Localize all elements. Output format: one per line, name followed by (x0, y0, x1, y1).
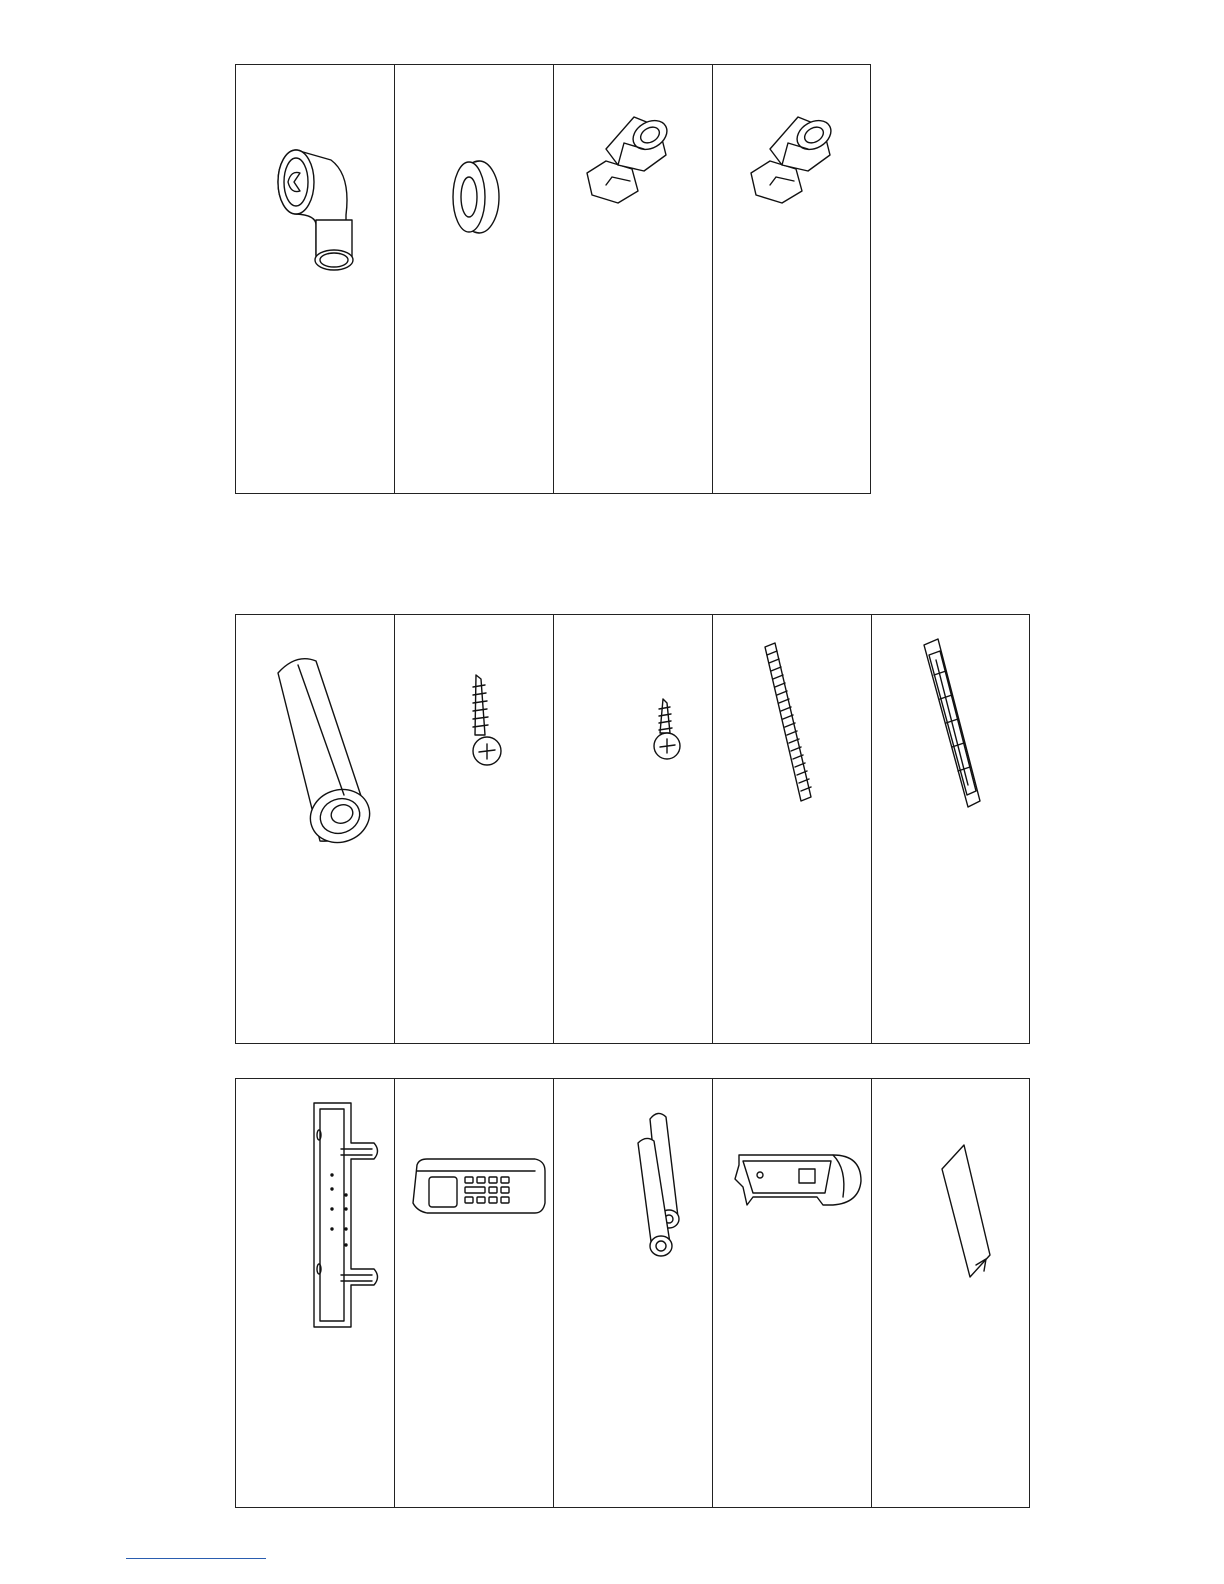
document-sheet-icon (872, 1079, 1031, 1507)
accessory-cell-deodorizing-filter (712, 615, 871, 1043)
footer-link-underline (126, 1558, 266, 1559)
accessory-table-3 (235, 1078, 1030, 1508)
filter-frame-icon (872, 615, 1031, 1043)
accessory-cell-remote-controller (394, 1079, 553, 1507)
accessory-cell-screw-long (394, 615, 553, 1043)
accessory-cell-manual-sheet (871, 1079, 1030, 1507)
accessory-cell-insulation-tube (235, 615, 394, 1043)
accessory-cell-air-purifying-filter (871, 615, 1030, 1043)
accessory-cell-seal-ring (394, 65, 553, 493)
seal-ring-icon (395, 65, 554, 493)
accessory-cell-batteries (553, 1079, 712, 1507)
accessory-cell-drain-elbow (235, 65, 394, 493)
drain-elbow-icon (236, 65, 395, 493)
remote-holder-icon (713, 1079, 872, 1507)
accessory-cell-remote-holder (712, 1079, 871, 1507)
filter-strip-icon (713, 615, 872, 1043)
insulation-tube-icon (236, 615, 395, 1043)
screw-icon (395, 615, 554, 1043)
pipe-nut-icon (554, 65, 713, 493)
accessory-cell-pipe-nut-2 (712, 65, 871, 493)
accessory-cell-screw-short (553, 615, 712, 1043)
accessory-table-2 (235, 614, 1030, 1044)
mounting-plate-icon (236, 1079, 395, 1507)
battery-icon (554, 1079, 713, 1507)
accessory-cell-pipe-nut-1 (553, 65, 712, 493)
accessory-cell-mounting-plate (235, 1079, 394, 1507)
remote-controller-icon (395, 1079, 554, 1507)
screw-icon (554, 615, 713, 1043)
accessory-table-1 (235, 64, 871, 494)
pipe-nut-icon (713, 65, 872, 493)
